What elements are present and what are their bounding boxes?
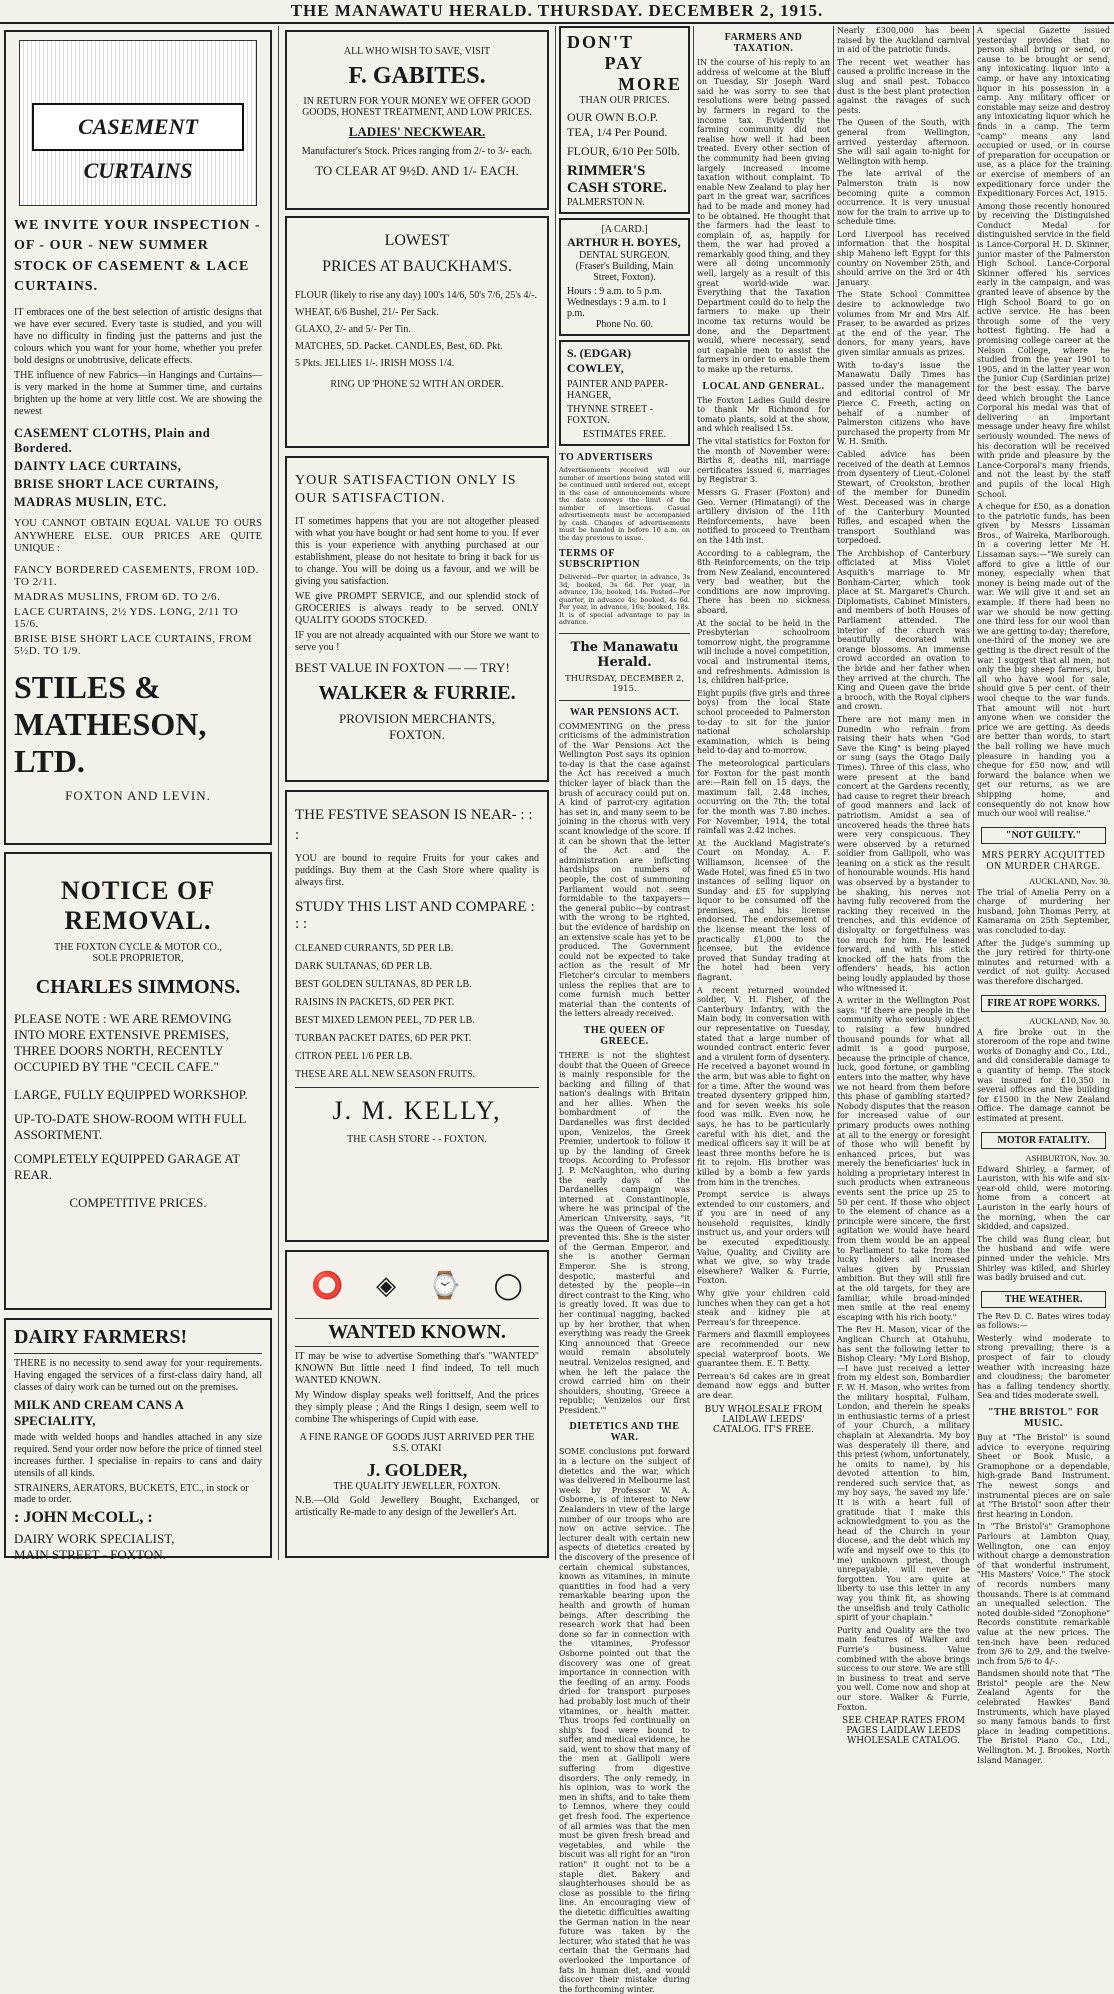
article-text: A special Gazette issued yesterday provides that no person shall bring or send, or cause to be brought or send, any intoxicating liquor into a camp, or have any intoxicating liquor in his possession in a camp. Any military officer or constable may seize and destroy any intoxicating liquor which he finds in a camp. The term "camp" means any land occupied or used, or in course of preparation for occupation or use, as a place for the training or exercise of members of an expeditionary force under the Expeditionary Forces Act, 1915. [977, 26, 1110, 199]
bauckham-item: MATCHES, 5D. Packet. CANDLES, Best, 6D. Pkt. [295, 341, 503, 352]
kelly-paragraph: YOU are bound to require Fruits for your cakes and puddings. Buy them at the Cash Store where quality is always first. [295, 853, 539, 888]
laidlaw-ad: BUY WHOLESALE FROM LAIDLAW LEEDS' CATALOG. IT'S FREE. [704, 1404, 823, 1435]
article-text: Nearly £300,000 has been raised by the Auckland carnival in aid of the patriotic funds. [837, 26, 970, 55]
stiles-paragraph: YOU CANNOT OBTAIN EQUAL VALUE TO OURS ANYWHERE ELSE. OUR PRICES ARE QUITE UNIQUE : [14, 518, 262, 555]
stiles-matheson-ad [4, 30, 272, 845]
article-text: A cheque for £50, as a donation to the patriotic funds, has been given by Messrs Lissaman Bros., of Waireka, Marlborough. In a covering letter Mr H. Lissaman says:—"We surely can afford to give a little of our money, especially when that money is being made out of the war. We will give it and set an example. If there had been no war we should be now getting one third less for our wool than we are getting to-day; therefore, one-third of the money we are getting is the direct result of the war. I suggest that all men, not only the big sheep farmers, but all who have wool for sale, should give 5 per cent. of their wool cheque to the war funds. That amount will not hurt anyone when we consider the price we are getting. As deeds are better than words, to start the ball rolling we have much pleasure in handing you a cheque for £50 now, and will forward the balance when we get our returns, as we are shipping home, and consequently do not know how much our wool will realise." [977, 502, 1110, 819]
advertisers-title: TO ADVERTISERS [559, 452, 653, 463]
mccoll-line: DAIRY WORK SPECIALIST, [14, 1531, 175, 1546]
simmons-ad [4, 852, 272, 1310]
bauckham-ad [285, 216, 549, 448]
article-text: Among those recently honoured by receiving the Distinguished Conduct Medal for distinguished service in the field is Lance-Corporal H. D. Skinner, junior master of the Palmerston High School. Lance-Corporal Skinner offered his services early in the campaign, and was granted leave of absence by the High School Board to go on active service. He has been through some of the very hottest fighting. He had a promising college career at the Nelson College, where he studied from the year 1901 to 1905, and in the latter year won the Junior Cup (Sardinian prize) for the best essay. The barve deed which brought the Lance Corporal his medal was that of delivering an important message under heavy fire whilst seriously wounded. The news of his decoration will be received with pride and pleasure by the Lance-Corporal's many friends, and not the least by the staff and pupils of the local High School. [977, 201, 1110, 499]
cowley-ad [559, 340, 690, 446]
kelly-item: DARK SULTANAS, 6D PER LB. [295, 961, 433, 972]
stiles-item: BRISE SHORT LACE CURTAINS, [14, 477, 219, 492]
article-text: Farmers and flaxmill employees are recommended our new special waterproof boots. We guarantee them. E. T. Betty. [697, 1330, 830, 1369]
bauckham-line: RING UP 'PHONE 52 WITH AN ORDER. [330, 379, 504, 390]
bauckham-item: GLAXO, 2/- and 5/- Per Tin. [295, 324, 411, 335]
article-text: With to-day's issue the Manawatu Daily Times has passed under the management and editorial control of Mr Pierce C. Freeth, acting on behalf of a number of Palmerston citizens who have purchased the property from Mr W. H. Smith. [837, 360, 970, 447]
walker-headline: YOUR SATISFACTION ONLY IS OUR SATISFACTION. [295, 473, 517, 507]
kelly-line: THESE ARE ALL NEW SEASON FRUITS. [295, 1069, 476, 1080]
walker-paragraph: IF you are not already acquainted with our Store we want to serve you ! [295, 630, 539, 654]
subscription-text: Delivered—Per quarter, in advance, 3s 3d, booked, 3s 6d. Per year, in advance, 13s; booked, 14s. Posted—Per quarter, in advance 4s; booked, 4s 6d. Per year, in advance, 16s; booked, 18s. It is of special advantage to pay in advance. [559, 573, 690, 626]
curtain-illustration [19, 40, 257, 206]
article-text: The Rev H. Mason, vicar of the Anglican Church at Otahuhu, has sent the following letter to Bishop Cleary: "My Lord Bishop,—I have just received a letter from my eldest son, Bombardier F. W. H. Mason, who writes from the military hospital, Fulham, London, and therein he speaks in enthusiastic terms of a priest of your Church, a military chaplain at Alexandria. My boy was desperately ill there, and this priest (whom, unfortunately, he omits to name), by his devoted attention to him, rendered such service that, as my boy says, 'he saved my life.' It is with a heart full of gratitude that I make this acknowledgment to you as the head of the Church in your diocese, and the debt which my wife and myself owe to this (to me) unknown priest, though unrepayable, will never be forgotten. You are quite at liberty to use this letter in any way you think fit, as showing the unselfish and truly Catholic spirit of your chaplain." [837, 1325, 970, 1623]
article-text: The Foxton Ladies Guild desire to thank Mr Richmond for tomato plants, sold at the show, and which realised 15s. [697, 395, 830, 434]
kelly-headline: THE FESTIVE SEASON IS NEAR- : : : [295, 807, 533, 843]
stiles-price: MADRAS MUSLINS, FROM 6D. TO 2/6. [14, 590, 221, 603]
article-text: A writer in the Wellington Post says: "If there are people in the community who seriously object to raising a few hundred thousand pounds for what all admit is a good purpose, because the principle of chance, luck, good fortune, or gambling enters into the matter, why have we not heard from them before this phase of gambling started? Nobody disputes that the reason for increased value of our primary products owes nothing at all to the energy or foresight of those who will benefit by enhanced prices, but was merely the beneficiaries' luck in holding a proprietary interest in such products when extraneous events sent the price up 25 to 50 per cent. If those who object to the element of chance as a principle were sincere, the first agitation we would have heard from them would be an appeal to Parliament to take from the lucky holders all increased values given by Prussian ambition. But they will still fire at the old targets, for they are familiar, while broad-minded men smile at the real enemy escaping with his rich booty." [837, 996, 970, 1322]
walker-line: FOXTON. [389, 727, 445, 743]
stiles-place: FOXTON AND LEVIN. [65, 787, 211, 803]
article-text: IN the course of his reply to an address of welcome at the Bluff on Tuesday, Sir Joseph Ward said he was sorry to see that resolutions were being passed by farmers in regard to the income tax. Evidently the farming community did not realise how well it had been treated. Every other section of the community had been giving largely increased income taxation without complaint. To enable New Zealand to play her part in the great war, sacrifices had to be made and money had to be obtained. He thought that the farmers had the least to complain of, as, happily for them, the war had proved a remarkably good thing, and they were all doing uncommonly well, largely as a result of this great world-wide war. Everything that the Taxation Department could do to help the farmers to make up their income tax returns would be done, and the Department would, where necessary, send out capable men to assist the farmers in order to enable them to make up the returns. [697, 58, 831, 374]
kelly-name: J. M. KELLY, [332, 1096, 502, 1125]
article-headline: "NOT GUILTY." [981, 827, 1106, 844]
brooch-icon: ◈ [376, 1271, 397, 1300]
golder-line: A FINE RANGE OF GOODS JUST ARRIVED PER THE S.S. OTAKI [299, 1432, 535, 1454]
mccoll-paragraph: made with welded hoops and handles attached in any size required. Send your order now before the price of tinned steel increases further. I specialise in repairs to cans and dairy utensils of all kinds. [14, 1432, 262, 1479]
subscription-title: TERMS OF SUBSCRIPTION [559, 548, 641, 570]
article-text: The Rev D. C. Bates wires today as follows:— [977, 1311, 1110, 1331]
rimmer-line: DON'T [567, 32, 635, 52]
bauckham-item: 5 Pkts. JELLIES 1/-. IRISH MOSS 1/4. [295, 358, 455, 369]
stiles-price: FANCY BORDERED CASEMENTS, FROM 10D. TO 2/11. [14, 563, 259, 588]
article-text: A recent returned wounded soldier, V. H. Fisher, of the Canterbury Infantry, with the Main body, in conversation with our representative on Tuesday, stated that a large number of wounded contract enteric fever and a virulent form of dysentery. He received a bayonet wound in the arm, but was able to fight on for a time. After the wound was treated dysentery gripped him, and for seven weeks his sole food was milk. Even now, he says, he has to be particularly careful with his diet, and the medical officers say it will be at least three months before he is fit to rejoin. His brother was killed by a bomb a few yards from him in the trenches. [697, 985, 830, 1187]
ring-icon: ⭕ [311, 1271, 344, 1300]
divider [559, 700, 690, 701]
boyes-ad [559, 218, 690, 336]
article-text: The vital statistics for Foxton for the month of November were: Births 8, deaths nil, marriage certificates issued 6, marriages by Registrar 3. [697, 436, 830, 485]
article-text: The child was flung clear, but the husband and wife were pinned under the vehicle. Mrs Shirley was killed, and Shirley was badly bruised and cut. [977, 1234, 1110, 1283]
article-headline: MOTOR FATALITY. [981, 1132, 1106, 1149]
article-text: Edward Shirley, a farmer, of Lauriston, with his wife and six-year-old child, were motoring home from a concert at Lauriston in the early hours of the morning, when the car skidded, and capsized. [977, 1164, 1110, 1232]
simmons-title: NOTICE OF REMOVAL. [60, 876, 216, 935]
ring-icon: ◯ [493, 1271, 523, 1300]
simmons-name: CHARLES SIMMONS. [35, 976, 241, 998]
article-text: At the Auckland Magistrate's Court on Monday, A. F. Williamson, licensee of the Wade Hotel, was fined £5 in two instances of selling liquor on Sunday and £5 for supplying liquor to be consumed off the premises, and his license endorsed. The endorsement of the license meant the loss of practically £1,000 to the licensee, but the evidence proved that Sunday trading at the hotel had been very flagrant. [697, 838, 830, 983]
article-text: The State School Committee desire to acknowledge two volumes from Mr and Mrs Alf. Fraser, to be awarded as prizes at the end of the year. The donors, for many years, have given similar annuals as prizes. [837, 290, 970, 357]
column-3 [559, 26, 690, 1994]
stiles-firm-name: STILES & [14, 668, 161, 705]
gabites-name: F. GABITES. [348, 63, 486, 89]
article-text: Perreau's 6d cakes are in great demand now eggs and butter are dear. [697, 1371, 830, 1400]
cowley-name: S. (EDGAR) COWLEY, [567, 346, 632, 375]
stiles-firm-name: MATHESON, LTD. [14, 705, 207, 779]
article-text: Prompt service is always extended to our customers, and if you are in need of any household requisites, kindly instruct us, and your orders will be executed expeditiously. Value, Quality, and Civility are what we give, so why trade elsewhere? Walker & Furrie, Foxton. [697, 1190, 830, 1286]
stiles-item: DAINTY LACE CURTAINS, [14, 459, 182, 474]
boyes-line: Phone No. 60. [595, 319, 654, 330]
article-text: COMMENTING on the press criticisms of the administration of the War Pensions Act the Wellington Post says its opinion to-day is that the case against the Act has received a much thicker layer of black than the brush of accuracy could put on. A kind of parrot-cry agitation has set in, and many seem to be joining in the chorus with very scant knowledge of the score. If it can be shown that the letter of the Act and the administration are inflicting hardships on numbers of people, the cost of summoning Parliament would not seem formidable to the taxpayers—the general public—by contrast with the wrong to be righted, but the evidence of hardship on an extensive scale has yet to be produced. The Government could not be expected to take action as the result of Mr Fletcher's circular to members unless the replies that are to come furnish much better material than the contents of the letters already received. [559, 721, 690, 1019]
simmons-line: SOLE PROPRIETOR, [92, 953, 184, 964]
article-text: The meteorological particulars for Foxton for the past month are:—Rain fell on 15 days, the maximum fall, 2.48 inches, occurring on the 7th; the total for the month was 7.80 inches. For November, 1914, the total rainfall was 2.42 inches. [697, 758, 830, 836]
simmons-note: PLEASE NOTE : WE ARE REMOVING INTO MORE EXTENSIVE PREMISES, THREE DOORS NORTH, RECENTLY OCCUPIED BY THE "CECIL CAFE." [14, 1011, 232, 1074]
stiles-price: BRISE BISE SHORT LACE CURTAINS, FROM 5½D. TO 1/9. [14, 632, 253, 657]
article-text: THERE is not the slightest doubt that the Queen of Greece is mainly responsible for the backing and filling of that nation's dealings with Britain and her allies. When the bombardment of the Dardanelles was first decided upon, Venizelos, the Greek Premier, undertook to follow it up by the landing of Greek troops. According to Professor J. P. McNaughton, who during the early days of the Dardanelles campaign was interned at Constantinople, where he was principal of the American University, says, "it was the Queen of Greece who prevented this. She is the sister of the German Emperor, and she is another German Emperor. She is strong, despotic, masterful and detested by the people—in direct contrast to the King, who is greatly loved. It was due to her continual nagging, backed up by her brother, that when everything was ready the Greek King announced that Greece would remain absolutely neutral. Venizelos resigned, and when he left the palace the crowd carried him on their shoulders, shouting, 'Greece a republic; Venizelos our first President.'" [559, 1050, 690, 1415]
article-text: The late arrival of the Palmerston train is now becoming quite a common occurrence. It is very unusual now for the train to arrive up to schedule time. [837, 169, 970, 227]
walker-paragraph: IT sometimes happens that you are not altogether pleased with what you have bought or had sent home to you. If ever this is your experience with anything purchased at our establishment, please do not hesitate to bring it back for us to change. You will be doing us a favour, and we will be giving you satisfaction. [295, 516, 539, 588]
walker-paragraph: WE give PROMPT SERVICE, and our splendid stock of GROCERIES is always ready to be served. ONLY QUALITY GOODS STOCKED. [295, 591, 539, 627]
bauckham-line: PRICES AT BAUCKHAM'S. [322, 258, 512, 275]
article-text: A fire broke out in the storeroom of the rope and twine works of Donaghy and Co., Ltd., and did considerable damage to a quantity of hemp. The stock was insured for £10,350 in several offices and the building for £1500 in the New Zealand Office. The damage cannot be estimated at present. [977, 1027, 1110, 1123]
article-headline: DIETETICS AND THE WAR. [569, 1421, 680, 1444]
cowley-line: ESTIMATES FREE. [582, 429, 667, 440]
rimmer-line: PAY [604, 53, 645, 73]
bauckham-item: FLOUR (likely to rise any day) 100's 14/6, 50's 7/6, 25's 4/-. [295, 290, 538, 301]
rimmer-line: OUR OWN B.O.P. TEA, 1/4 Per Pound. [567, 110, 668, 139]
article-text: Westerly wind moderate to strong prevailing; there is a prospect of fair to cloudy weather with increasing haze and cloudiness; the barometer has a falling tendency shortly. Sea and tides moderate swell. [977, 1333, 1110, 1401]
article-text: Eight pupils (five girls and three boys) from the local State school proceeded to Palmerston to-day to sit for the junior national scholarship examination, which is being held to-day and to-morrow. [697, 688, 830, 756]
mccoll-line: MAIN STREET - FOXTON. [14, 1547, 166, 1562]
stiles-headline: WE INVITE YOUR INSPECTION - OF - OUR - NEW SUMMER STOCK OF CASEMENT & LACE CURTAINS. [14, 218, 261, 294]
bauckham-line: LOWEST [384, 232, 450, 249]
gabites-line: TO CLEAR AT 9½D. AND 1/- EACH. [315, 163, 519, 178]
herald-title: The Manawatu Herald. [570, 639, 679, 670]
column-6 [977, 26, 1110, 1765]
article-headline: WAR PENSIONS ACT. [569, 706, 680, 718]
rimmer-line: FLOUR, 6/10 Per 50lb. [567, 144, 681, 158]
masthead: THE MANAWATU HERALD. THURSDAY. DECEMBER 2, 1915. [0, 0, 1114, 24]
article-headline: THE WEATHER. [981, 1291, 1106, 1308]
curtain-illustration-title: CASEMENT CURTAINS [32, 103, 244, 151]
kelly-item: RAISINS IN PACKETS, 6D PER PKT. [295, 997, 455, 1008]
column-rule [278, 26, 279, 1560]
simmons-feature: COMPETITIVE PRICES. [69, 1195, 207, 1210]
article-text: There are not many men in Dunedin who refrain from raising their hats when "God Save the King" is being played or sung (says the Otago Daily Times). Three of this class, who were present at the band concert at the Gardens recently, had cause to regret their breach of good manners and lack of patriotism. Amidst a sea of uncovered heads the three hats were very conspicuous. They were observed by a returned soldier from Gallipoli, who was leaning on a stick as the result of honourable wounds. His hand was observed by a bystander to be shaking, his nerves not having fully recovered from the racking they received in the trenches, and this evidence of disloyalty or forgetfulness was too much for him. He leaned forward, and with his stick knocked off the hats from the offenders' heads, his action being loudly applauded by those who witnessed it. [837, 714, 970, 993]
mccoll-paragraph: THERE is no necessity to send away for your requirements. Having engaged the services of a first-class dairy hand, all classes of dairy work can be turned out on the premises. [14, 1358, 262, 1393]
simmons-feature: LARGE, FULLY EQUIPPED WORKSHOP. [14, 1087, 248, 1102]
article-text: Purity and Quality are the two main features of Walker and Furrie's business. Value combined with the above brings success to our store. We are still in business to treat and serve you well. Come now and shop at our store. Walker & Furrie, Foxton. [837, 1625, 970, 1712]
rimmer-name: RIMMER'S CASH STORE. [567, 163, 667, 196]
article-headline: LOCAL AND GENERAL. [702, 380, 825, 392]
article-text: The trial of Amelia Perry on a charge of murdering her husband, John Thomas Perry, at Kamarama on 25th September, was concluded to-day. [977, 887, 1110, 936]
article-text: In "The Bristol's" Gramophone Parlours at Lambton Quay, Wellington, one can enjoy without charge a demonstration of that wonderful instrument, "His Masters' Voice." The stock of records numbers many thousands. There is at command an unequalled selection. The noted double-sided "Zonophone" Records constitute remarkable value at the new prices. The ten-inch have been reduced from 3/6 to 2/9, and the twelve-inch from 5/6 to 4/-. [977, 1522, 1110, 1666]
divider [559, 633, 690, 634]
kelly-item: TURBAN PACKET DATES, 6D PER PKT. [295, 1033, 472, 1044]
column-rule [973, 26, 974, 1560]
divider [295, 1087, 539, 1088]
laidlaw-ad: SEE CHEAP RATES FROM PAGES LAIDLAW LEEDS WHOLESALE CATALOG. [842, 1716, 965, 1747]
golder-paragraph: My Window display speaks well forittself, And the prices they simply please ; And the Rings I design, seem well to combine The whisperings of Cupid with ease. [295, 1390, 539, 1425]
article-text: The Queen of the South, with general from Wellington, arrived yesterday afternoon. She will sail again to-night for Wellington with hemp. [837, 118, 970, 166]
advertisers-text: Advertisements received will our number of insertions being stated will be continued until ordered out, except in the case of announcements where the date conveys the limit of the number of insertions. Casual advertisements must be accompanied by cash. Changes of advertisements must be handed in before 10 a.m. on the day previous to issue. [559, 466, 690, 542]
boyes-name: ARTHUR H. BOYES, [567, 235, 681, 249]
article-headline: FIRE AT ROPE WORKS. [981, 995, 1106, 1012]
rimmer-line: THAN OUR PRICES. [579, 95, 670, 106]
article-text: According to a cablegram, the 8th Reinforcements, on the trip from New Zealand, encountered very bad weather, but the conditions are now improving. There has been no sickness aboard. [697, 548, 830, 616]
golder-name: J. GOLDER, [366, 1460, 468, 1480]
simmons-line: THE FOXTON CYCLE & MOTOR CO., [54, 942, 222, 953]
golder-title: WANTED KNOWN. [295, 1318, 539, 1347]
kelly-item: BEST MIXED LEMON PEEL, 7D PER LB. [295, 1015, 475, 1026]
walker-line: BEST VALUE IN FOXTON — — TRY! [295, 660, 510, 676]
article-text: After the Judge's summing up the jury retired for thirty-one minutes and returned with a verdict of not guilty. Accused was therefore discharged. [977, 938, 1110, 987]
stiles-paragraph: THE influence of new Fabrics—in Hangings and Curtains—is very marked in the home at Summer time, and curtains brighten up the home at very little cost. We are showing the newest [14, 370, 262, 418]
boyes-line: (Fraser's Building, Main Street, Foxton). [575, 261, 674, 283]
mccoll-name: : JOHN McCOLL, : [14, 1509, 153, 1526]
boyes-line: Hours : 9 a.m. to 5 p.m. Wednesdays : 9 a.m. to 1 p.m. [567, 286, 668, 319]
gabites-line: Manufacturer's Stock. Prices ranging from 2/- to 3/- each. [301, 146, 533, 157]
walker-name: WALKER & FURRIE. [318, 682, 516, 705]
herald-date: THURSDAY, DECEMBER 2, 1915. [564, 673, 685, 694]
gabites-line: IN RETURN FOR YOUR MONEY WE OFFER GOOD GOODS, HONEST TREATMENT, AND LOW PRICES. [302, 96, 532, 118]
cowley-line: PAINTER AND PAPER-HANGER, [567, 379, 668, 401]
kelly-item: BEST GOLDEN SULTANAS, 8D PER LB. [295, 979, 472, 990]
article-dateline: ASHBURTON, Nov. 30. [1025, 1152, 1110, 1163]
golder-paragraph: IT may be wise to advertise Something that's "WANTED" KNOWN But little need I find indeed, To tell much WANTED KNOWN. [295, 1351, 539, 1386]
column-rule [833, 26, 834, 1560]
stiles-price: LACE CURTAINS, 2½ YDS. LONG, 2/11 TO 15/6. [14, 605, 239, 630]
simmons-feature: COMPLETELY EQUIPPED GARAGE AT REAR. [14, 1151, 240, 1182]
jewelry-illustration [295, 1258, 539, 1314]
kelly-ad [285, 790, 549, 1242]
stiles-paragraph: IT embraces one of the best selection of artistic designs that we have ever secured. Every taste is studied, and you will have no difficulty in finding just the patterns and just the colours which you want for your home, whether you prefer bold designs or unobtrusive, delicate effects. [14, 307, 262, 367]
article-text: The recent wet weather has caused a prolific increase in the slug and snail pest. Tobacco dust is the best plant protection against the ravages of such pests. [837, 57, 970, 115]
rimmer-line: PALMERSTON N. [567, 197, 645, 208]
column-rule [693, 26, 694, 1560]
article-dateline: AUCKLAND, Nov. 30. [1029, 1015, 1110, 1026]
kelly-item: CLEANED CURRANTS, 5D PER LB. [295, 943, 454, 954]
watch-icon: ⌚ [428, 1271, 462, 1300]
stiles-item: CASEMENT CLOTHS, Plain and Bordered. [14, 426, 211, 456]
article-text: The Archbishop of Canterbury officiated at Miss Violet Asquith's marriage to Mr Bonham-Carter, which took place at St. Margaret's Church. Diplomatists, Cabinet Ministers, and members of both Houses of Parliament attended. The interior of the church was beautifully decorated with orange blossoms. An immense crowd accorded an ovation to the bride and her father when they arrived at the church. The King and Queen gave the bride a brooch, with the Royal ciphers and crown. [837, 548, 970, 712]
golder-ad [285, 1250, 549, 1558]
article-text: Buy at "The Bristol" is sound advice to everyone requiring Sheet or Book Music, a Gramophone or a dependable, high-grade Band Instrument. The newest songs and instrumental pieces are on sale at "The Bristol" soon after their first hearing in London. [977, 1433, 1110, 1519]
kelly-item: CITRON PEEL 1/6 PER LB. [295, 1051, 413, 1062]
article-headline: "THE BRISTOL" FOR MUSIC. [987, 1407, 1100, 1430]
rimmer-ad [559, 26, 690, 214]
walker-line: PROVISION MERCHANTS, [338, 711, 496, 727]
mccoll-ad [4, 1318, 272, 1562]
kelly-line: THE CASH STORE - - FOXTON. [347, 1134, 487, 1145]
column-rule [555, 26, 556, 1560]
golder-line: N.B.—Old Gold Jewellery Bought, Exchanged, or artistically Re-made to any design of the Jeweller's Art. [295, 1495, 539, 1518]
article-headline: FARMERS AND TAXATION. [724, 32, 803, 54]
golder-line: THE QUALITY JEWELLER, FOXTON. [333, 1481, 501, 1492]
article-text: Bandsmen should note that "The Bristol" people are the New Zealand Agents for the celebrated Hawkes' Band Instruments, which have played so many famous bands to first place in leading competitions. The Bristol Piano Co., Ltd., Wellington. M. J. Brookes, North Island Manager. [977, 1669, 1110, 1765]
gabites-ad [285, 30, 549, 210]
stiles-item: MADRAS MUSLIN, ETC. [14, 495, 167, 510]
mccoll-title: DAIRY FARMERS! [14, 1326, 262, 1354]
article-text: At the social to be held in the Presbyterian schoolroom tomorrow night, the programme will include a novel competition, vocal and instrumental items, and refreshments. Admission is 1s, children half-price. [697, 618, 830, 686]
mccoll-line: STRAINERS, AERATORS, BUCKETS, ETC., in stock or made to order. [14, 1483, 249, 1505]
bauckham-item: WHEAT, 6/6 Bushel, 21/- Per Sack. [295, 307, 439, 318]
article-text: Cabled advice has been received of the death at Lemnos from dysentery of Lieut.-Colonel Stewart, of Crookston, brother of the member for Dunedin West. Deceased was in charge of the Canterbury Mounted Rifles, and escaped when the transport Southland was torpedoed. [837, 449, 970, 546]
article-text: Messrs G. Fraser (Foxton) and Geo. Verner (Himatangi) of the artillery division of the 11th Reinforcements, have been notified to proceed to Trentham on the 14th inst. [697, 487, 830, 545]
cowley-line: THYNNE STREET - FOXTON. [567, 404, 653, 426]
article-text: Why give your children cold lunches when they can get a hot steak and kidney pie at Perreau's for threepence. [697, 1289, 830, 1327]
column-5 [837, 26, 970, 1747]
gabites-line: LADIES' NECKWEAR. [348, 124, 486, 139]
article-text: SOME conclusions put forward in a lecture on the subject of dietetics and the war, which was delivered in Melbourne last week by Professor W. A. Osborne, is of interest to New Zealanders in view of the large number of our troops who are now on active service. The lecturer dealt with certain new aspects of dietetics created by the discovery of the presence of certain chemical substances, known as vitamines, in minute quantities in food had a very remarkable bearing upon the health and growth of human beings. After describing the research work that had been done so far in connection with the vitamines, Professor Osborne pointed out that the discovery was one of great importance in connection with the feeding of an army. Foods dried for transport purposes had probably lost much of their vitamines, or health matter. Thus troops fed continually on ship's food were bound to suffer, and medical evidence, he said, went to show that many of the men at Gallipoli were suffering from digestive disorders. The only remedy, in his opinion, was to work the men in shifts, and to take them to Lemnos, where they could get fresh food. The experience of all armies was that the men must be given fresh bread and vegetables, and while the biscuit was all right for an "iron ration" it ought not to be a staple diet. Bakery and slaughterhouses should be as close as possible to the firing line. An encouraging view of the dietetic difficulties awaiting the German nation in the near future was taken by the lecturer, who stated that he was certain that the Germans had overlooked the importance of fats in human diet, and would discover their mistake during the forthcoming winter. [559, 1447, 690, 1994]
boyes-line: DENTAL SURGEON. [578, 250, 671, 261]
walker-furrie-ad [285, 456, 549, 782]
article-headline: THE QUEEN OF GREECE. [583, 1024, 666, 1047]
boyes-card: [A CARD.] [601, 224, 648, 235]
column-4 [697, 26, 830, 1560]
mccoll-line: MILK AND CREAM CANS A SPECIALITY, [14, 1397, 184, 1428]
simmons-feature: UP-TO-DATE SHOW-ROOM WITH FULL ASSORTMENT. [14, 1111, 246, 1142]
article-dateline: AUCKLAND, Nov. 30. [1029, 875, 1110, 886]
article-subheadline: MRS PERRY ACQUITTED ON MURDER CHARGE. [981, 849, 1106, 872]
gabites-line: ALL WHO WISH TO SAVE, VISIT [343, 46, 491, 57]
article-text: Lord Liverpool has received information that the hospital ship Maheno left Egypt for this country on November 25th, and should arrive on the 3rd or 4th January. [837, 229, 970, 287]
rimmer-line: MORE [618, 74, 682, 94]
kelly-line: STUDY THIS LIST AND COMPARE : : : [295, 899, 535, 932]
